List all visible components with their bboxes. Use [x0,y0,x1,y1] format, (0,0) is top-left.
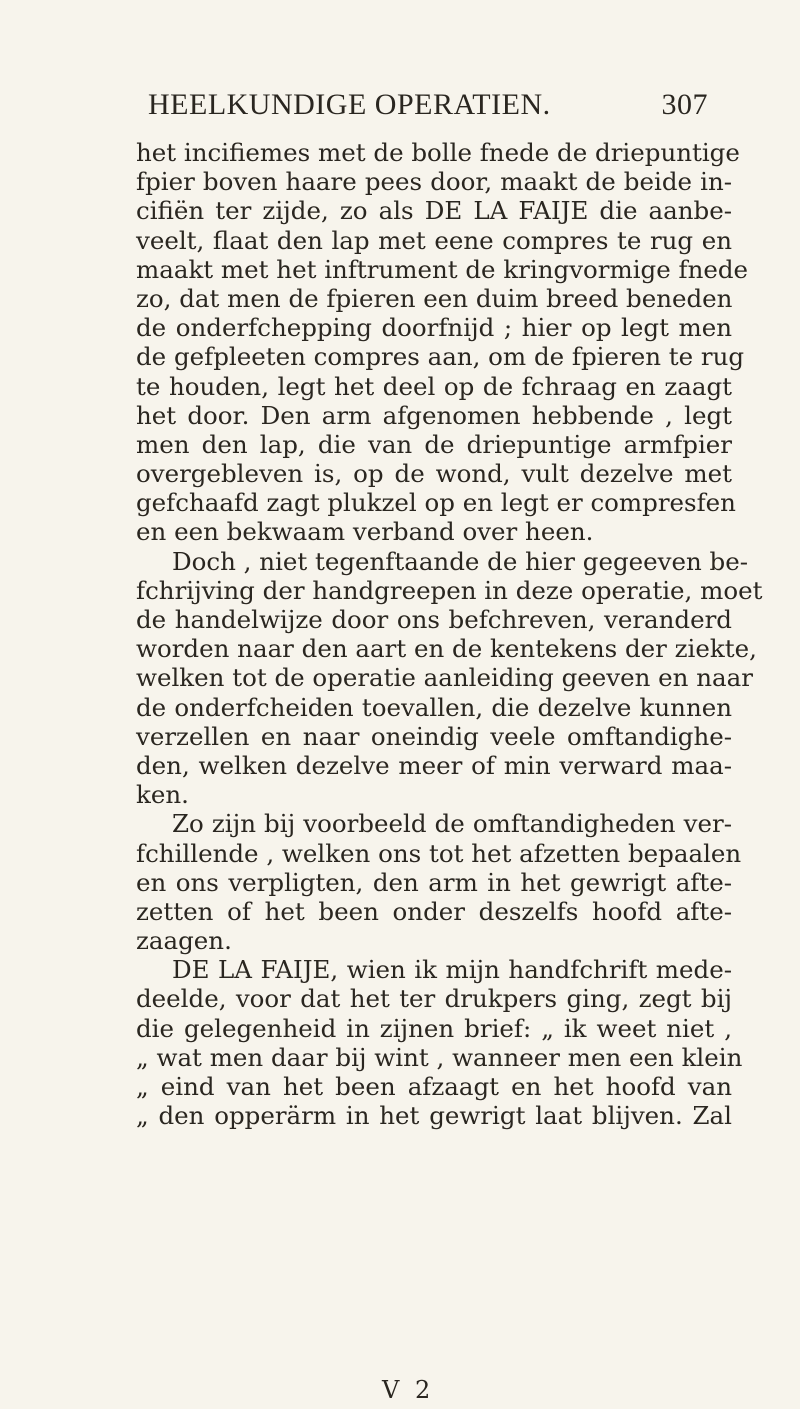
text-line: de onderfcheiden toevallen, die dezelve kunnen [136,692,732,722]
running-head [148,88,708,132]
text-line: Zo zijn bij voorbeeld de omftandigheden ver- [172,809,732,839]
text-line: die gelegenheid in zijnen brief: „ ik weet niet , [136,1013,732,1043]
text-line: te houden, legt het deel op de fchraag en zaagt [136,371,732,401]
text-line: overgebleven is, op de wond, vult dezelve met [136,459,732,489]
text-line: ken. [136,780,189,810]
text-line: den, welken dezelve meer of min verward maa- [136,750,732,780]
text-line: de handelwijze door ons befchreven, veranderd [136,605,732,634]
text-line: zo, dat men de fpieren een duim breed beneden [136,283,733,313]
text-line: fchrijving der handgreepen in deze operatie, moet [136,575,763,605]
text-line: „ eind van het been afzaagt en het hoofd van [136,1072,732,1101]
text-line: welken tot de operatie aanleiding geeven en naar [136,663,753,693]
signature-mark: V 2 [382,1376,435,1404]
running-title: HEELKUNDIGE OPERATIEN. [148,88,551,121]
text-line: de gefpleeten compres aan, om de fpieren te rug [136,342,745,372]
text-line: worden naar den aart en de kentekens der ziekte, [136,634,757,664]
text-line: fchillende , welken ons tot het afzetten bepaalen [136,838,742,868]
text-line: cifiën ter zijde, zo als DE LA FAIJE die aanbe- [136,196,732,226]
page-number: 307 [661,88,708,121]
text-line: Doch , niet tegenftaande de hier gegeeven be- [172,546,749,576]
text-line: veelt, flaat den lap met eene compres te rug en [136,225,732,255]
text-line: en ons verpligten, den arm in het gewrigt afte- [136,867,732,897]
text-line: en een bekwaam verband over heen. [136,517,594,547]
text-line: gefchaafd zagt plukzel op en legt er compresfen [136,488,736,518]
text-line: het door. Den arm afgenomen hebbende , legt [136,400,732,430]
text-line: de onderfchepping doorfnijd ; hier op legt men [136,313,732,343]
text-line: het incifiemes met de bolle fnede de driepuntige [136,138,740,167]
text-line: maakt met het inftrument de kringvormige fnede [136,254,749,284]
text-line: DE LA FAIJE, wien ik mijn handfchrift mede- [172,955,732,985]
text-line: verzellen en naar oneindig veele omftandighe- [136,721,732,751]
text-line: men den lap, die van de driepuntige armfpier [136,429,732,459]
text-line: zaagen. [136,926,232,956]
text-line: deelde, voor dat het ter drukpers ging, zegt bij [136,984,732,1014]
text-line: „ wat men daar bij wint , wanneer men een klein [136,1042,743,1072]
text-line: „ den opperärm in het gewrigt laat blijven. Zal [136,1101,732,1131]
text-line: fpier boven haare pees door, maakt de beide in- [136,167,732,197]
body-text [136,138,763,1131]
text-line: zetten of het been onder deszelfs hoofd afte- [136,896,732,926]
